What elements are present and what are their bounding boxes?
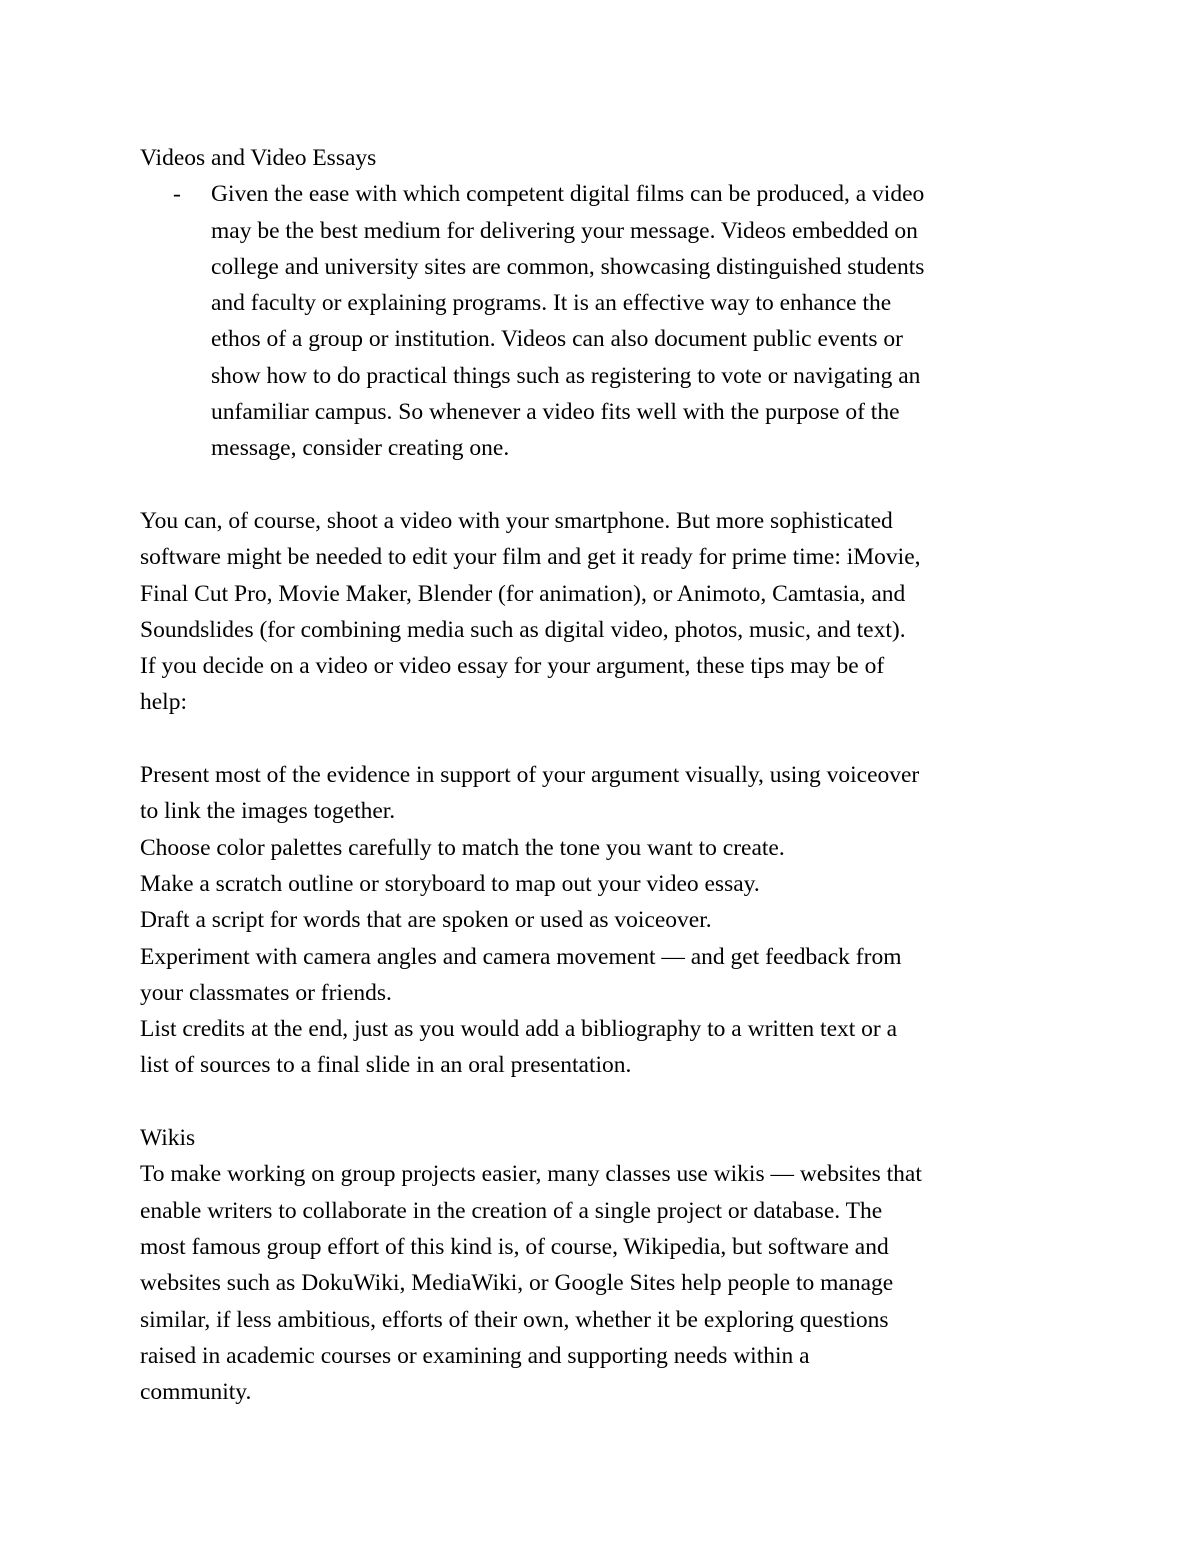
paragraph-line: community. (140, 1379, 252, 1406)
paragraph-wikis (140, 1156, 1070, 1410)
tip-line: Present most of the evidence in support of your argument visually, using voiceover (140, 762, 920, 789)
bullet-line: may be the best medium for delivering your message. Videos embedded on (211, 217, 918, 244)
tip-line: list of sources to a final slide in an oral presentation. (140, 1052, 632, 1079)
bullet-line: college and university sites are common, showcasing distinguished students (211, 253, 925, 280)
tip-line: Experiment with camera angles and camera movement — and get feedback from (140, 943, 902, 970)
tip-line: to link the images together. (140, 798, 396, 825)
paragraph-spacer (140, 1084, 1070, 1120)
paragraph-spacer (140, 467, 1070, 503)
tip-line: Draft a script for words that are spoken or used as voiceover. (140, 907, 712, 934)
tip-line: List credits at the end, just as you would add a bibliography to a written text or a (140, 1016, 898, 1043)
paragraph-line: enable writers to collaborate in the creation of a single project or database. The (140, 1197, 883, 1224)
paragraph-line: Soundslides (for combining media such as digital video, photos, music, and text). (140, 616, 906, 643)
paragraph-line: You can, of course, shoot a video with your smartphone. But more sophisticated (140, 507, 893, 534)
tip-line: Choose color palettes carefully to match the tone you want to create. (140, 834, 785, 861)
paragraph-line: help: (140, 689, 187, 716)
tip-line: Make a scratch outline or storyboard to map out your video essay. (140, 870, 760, 897)
bullet-line: and faculty or explaining programs. It is an effective way to enhance the (211, 290, 892, 317)
bullet-line: message, consider creating one. (211, 435, 510, 462)
tips-list (140, 757, 1070, 1084)
bullet-line: ethos of a group or institution. Videos can also document public events or (211, 326, 903, 353)
bullet-marker: - (173, 181, 181, 208)
paragraph-line: websites such as DokuWiki, MediaWiki, or Google Sites help people to manage (140, 1270, 894, 1297)
paragraph-line: To make working on group projects easier, many classes use wikis — websites that (140, 1161, 922, 1188)
paragraph-line: most famous group effort of this kind is, of course, Wikipedia, but software and (140, 1233, 889, 1260)
paragraph-line: similar, if less ambitious, efforts of their own, whether it be exploring questions (140, 1306, 889, 1333)
paragraph-software (140, 503, 1070, 721)
paragraph-line: software might be needed to edit your film and get it ready for prime time: iMovie, (140, 544, 921, 571)
tip-line: your classmates or friends. (140, 979, 392, 1006)
document-page (140, 140, 1070, 1410)
bullet-line: Given the ease with which competent digital films can be produced, a video (211, 181, 925, 208)
bullet-line: show how to do practical things such as registering to vote or navigating an (211, 362, 921, 389)
section-heading-wikis: Wikis (140, 1125, 196, 1152)
section-heading-videos: Videos and Video Essays (140, 145, 377, 171)
paragraph-spacer (140, 721, 1070, 757)
paragraph-line: If you decide on a video or video essay for your argument, these tips may be of (140, 653, 885, 680)
bullet-item (140, 176, 1070, 466)
paragraph-line: Final Cut Pro, Movie Maker, Blender (for animation), or Animoto, Camtasia, and (140, 580, 906, 607)
bullet-line: unfamiliar campus. So whenever a video fits well with the purpose of the (211, 399, 900, 426)
paragraph-line: raised in academic courses or examining and supporting needs within a (140, 1342, 810, 1369)
